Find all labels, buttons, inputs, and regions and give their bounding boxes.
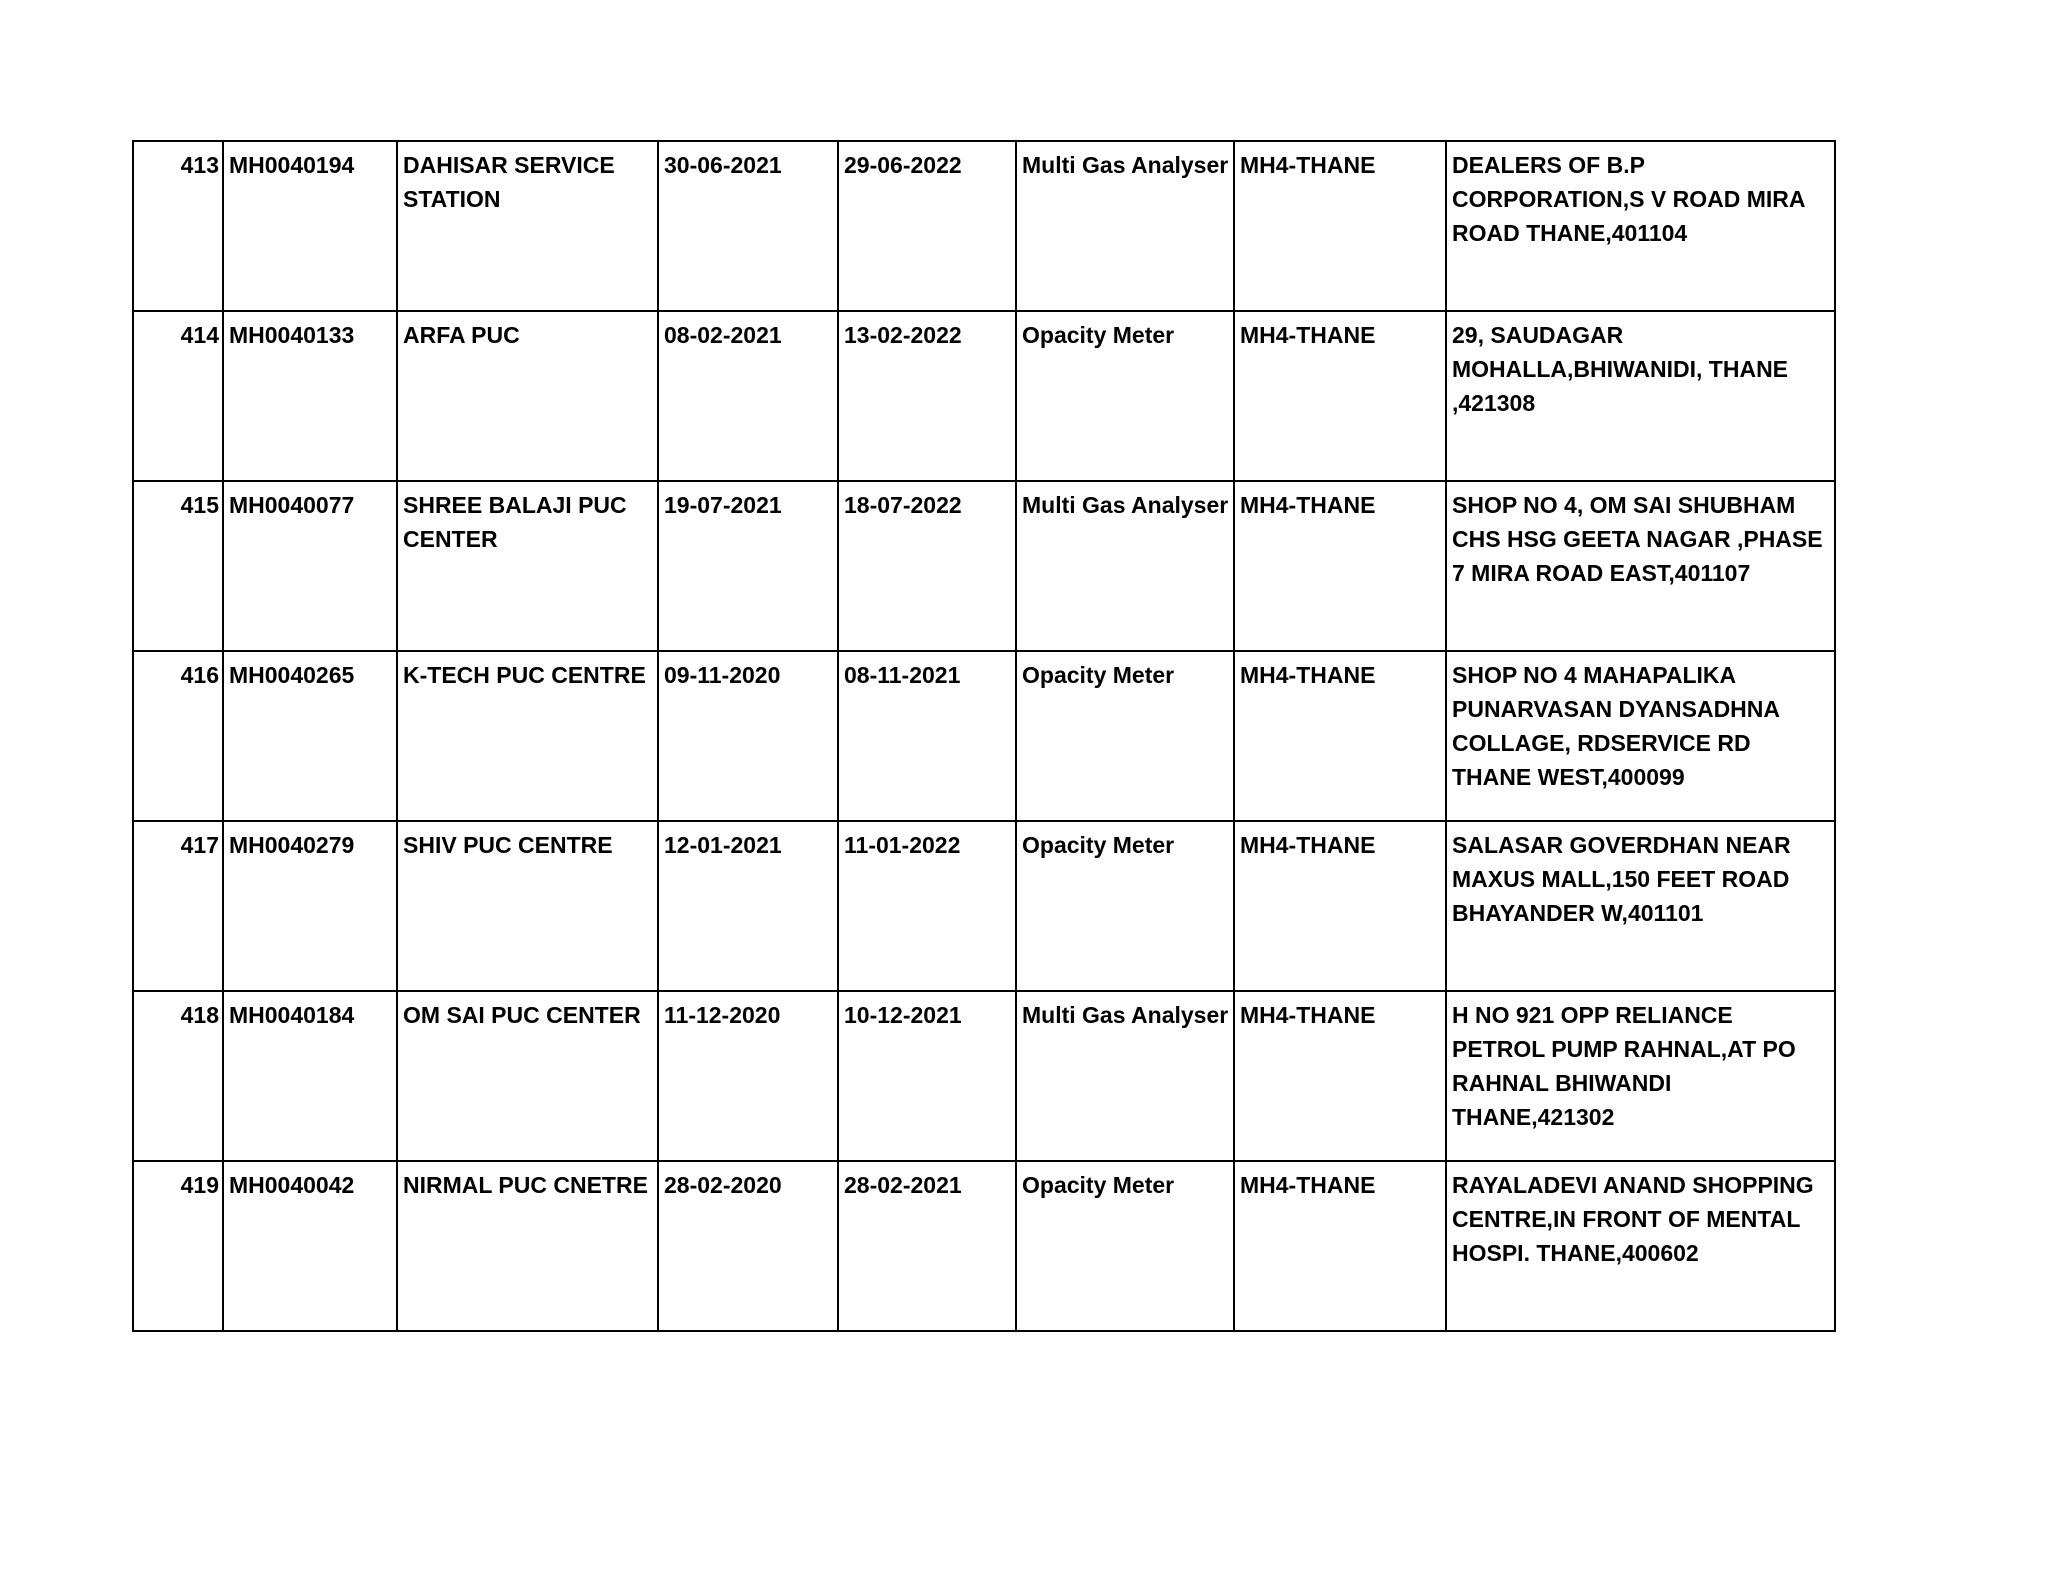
centre-code-cell: MH0040133 xyxy=(223,311,397,481)
centre-code-cell: MH0040194 xyxy=(223,141,397,311)
serial-number-cell: 416 xyxy=(133,651,223,821)
equipment-cell: Opacity Meter xyxy=(1016,311,1234,481)
valid-from-cell: 30-06-2021 xyxy=(658,141,838,311)
valid-from-cell: 11-12-2020 xyxy=(658,991,838,1161)
equipment-cell: Opacity Meter xyxy=(1016,651,1234,821)
valid-to-cell: 18-07-2022 xyxy=(838,481,1016,651)
table-row xyxy=(133,651,1835,821)
serial-number-cell: 413 xyxy=(133,141,223,311)
table-row xyxy=(133,821,1835,991)
puc-centre-table xyxy=(132,140,1836,1332)
centre-name-cell: K-TECH PUC CENTRE xyxy=(397,651,658,821)
centre-name-cell: OM SAI PUC CENTER xyxy=(397,991,658,1161)
serial-number-cell: 415 xyxy=(133,481,223,651)
address-cell: SHOP NO 4, OM SAI SHUBHAM CHS HSG GEETA NAGAR ,PHASE 7 MIRA ROAD EAST,401107 xyxy=(1446,481,1835,651)
centre-name-cell: DAHISAR SERVICE STATION xyxy=(397,141,658,311)
table-row xyxy=(133,1161,1835,1331)
address-cell: H NO 921 OPP RELIANCE PETROL PUMP RAHNAL,AT PO RAHNAL BHIWANDI THANE,421302 xyxy=(1446,991,1835,1161)
centre-code-cell: MH0040265 xyxy=(223,651,397,821)
region-cell: MH4-THANE xyxy=(1234,481,1446,651)
equipment-cell: Multi Gas Analyser xyxy=(1016,141,1234,311)
address-cell: SHOP NO 4 MAHAPALIKA PUNARVASAN DYANSADHNA COLLAGE, RDSERVICE RD THANE WEST,400099 xyxy=(1446,651,1835,821)
equipment-cell: Opacity Meter xyxy=(1016,821,1234,991)
serial-number-cell: 419 xyxy=(133,1161,223,1331)
table-row xyxy=(133,481,1835,651)
address-cell: DEALERS OF B.P CORPORATION,S V ROAD MIRA ROAD THANE,401104 xyxy=(1446,141,1835,311)
centre-code-cell: MH0040279 xyxy=(223,821,397,991)
valid-to-cell: 29-06-2022 xyxy=(838,141,1016,311)
valid-to-cell: 11-01-2022 xyxy=(838,821,1016,991)
table-row xyxy=(133,311,1835,481)
centre-name-cell: SHREE BALAJI PUC CENTER xyxy=(397,481,658,651)
centre-code-cell: MH0040077 xyxy=(223,481,397,651)
valid-to-cell: 13-02-2022 xyxy=(838,311,1016,481)
valid-from-cell: 28-02-2020 xyxy=(658,1161,838,1331)
address-cell: SALASAR GOVERDHAN NEAR MAXUS MALL,150 FEET ROAD BHAYANDER W,401101 xyxy=(1446,821,1835,991)
valid-to-cell: 28-02-2021 xyxy=(838,1161,1016,1331)
valid-from-cell: 12-01-2021 xyxy=(658,821,838,991)
valid-to-cell: 10-12-2021 xyxy=(838,991,1016,1161)
table-body xyxy=(133,141,1835,1331)
address-cell: RAYALADEVI ANAND SHOPPING CENTRE,IN FRONT OF MENTAL HOSPI. THANE,400602 xyxy=(1446,1161,1835,1331)
centre-code-cell: MH0040042 xyxy=(223,1161,397,1331)
equipment-cell: Opacity Meter xyxy=(1016,1161,1234,1331)
serial-number-cell: 418 xyxy=(133,991,223,1161)
valid-from-cell: 09-11-2020 xyxy=(658,651,838,821)
table-row xyxy=(133,141,1835,311)
serial-number-cell: 417 xyxy=(133,821,223,991)
valid-to-cell: 08-11-2021 xyxy=(838,651,1016,821)
address-cell: 29, SAUDAGAR MOHALLA,BHIWANIDI, THANE ,421308 xyxy=(1446,311,1835,481)
region-cell: MH4-THANE xyxy=(1234,651,1446,821)
serial-number-cell: 414 xyxy=(133,311,223,481)
region-cell: MH4-THANE xyxy=(1234,311,1446,481)
region-cell: MH4-THANE xyxy=(1234,821,1446,991)
region-cell: MH4-THANE xyxy=(1234,1161,1446,1331)
centre-code-cell: MH0040184 xyxy=(223,991,397,1161)
centre-name-cell: NIRMAL PUC CNETRE xyxy=(397,1161,658,1331)
region-cell: MH4-THANE xyxy=(1234,991,1446,1161)
centre-name-cell: SHIV PUC CENTRE xyxy=(397,821,658,991)
valid-from-cell: 19-07-2021 xyxy=(658,481,838,651)
centre-name-cell: ARFA PUC xyxy=(397,311,658,481)
valid-from-cell: 08-02-2021 xyxy=(658,311,838,481)
equipment-cell: Multi Gas Analyser xyxy=(1016,991,1234,1161)
table-row xyxy=(133,991,1835,1161)
equipment-cell: Multi Gas Analyser xyxy=(1016,481,1234,651)
region-cell: MH4-THANE xyxy=(1234,141,1446,311)
